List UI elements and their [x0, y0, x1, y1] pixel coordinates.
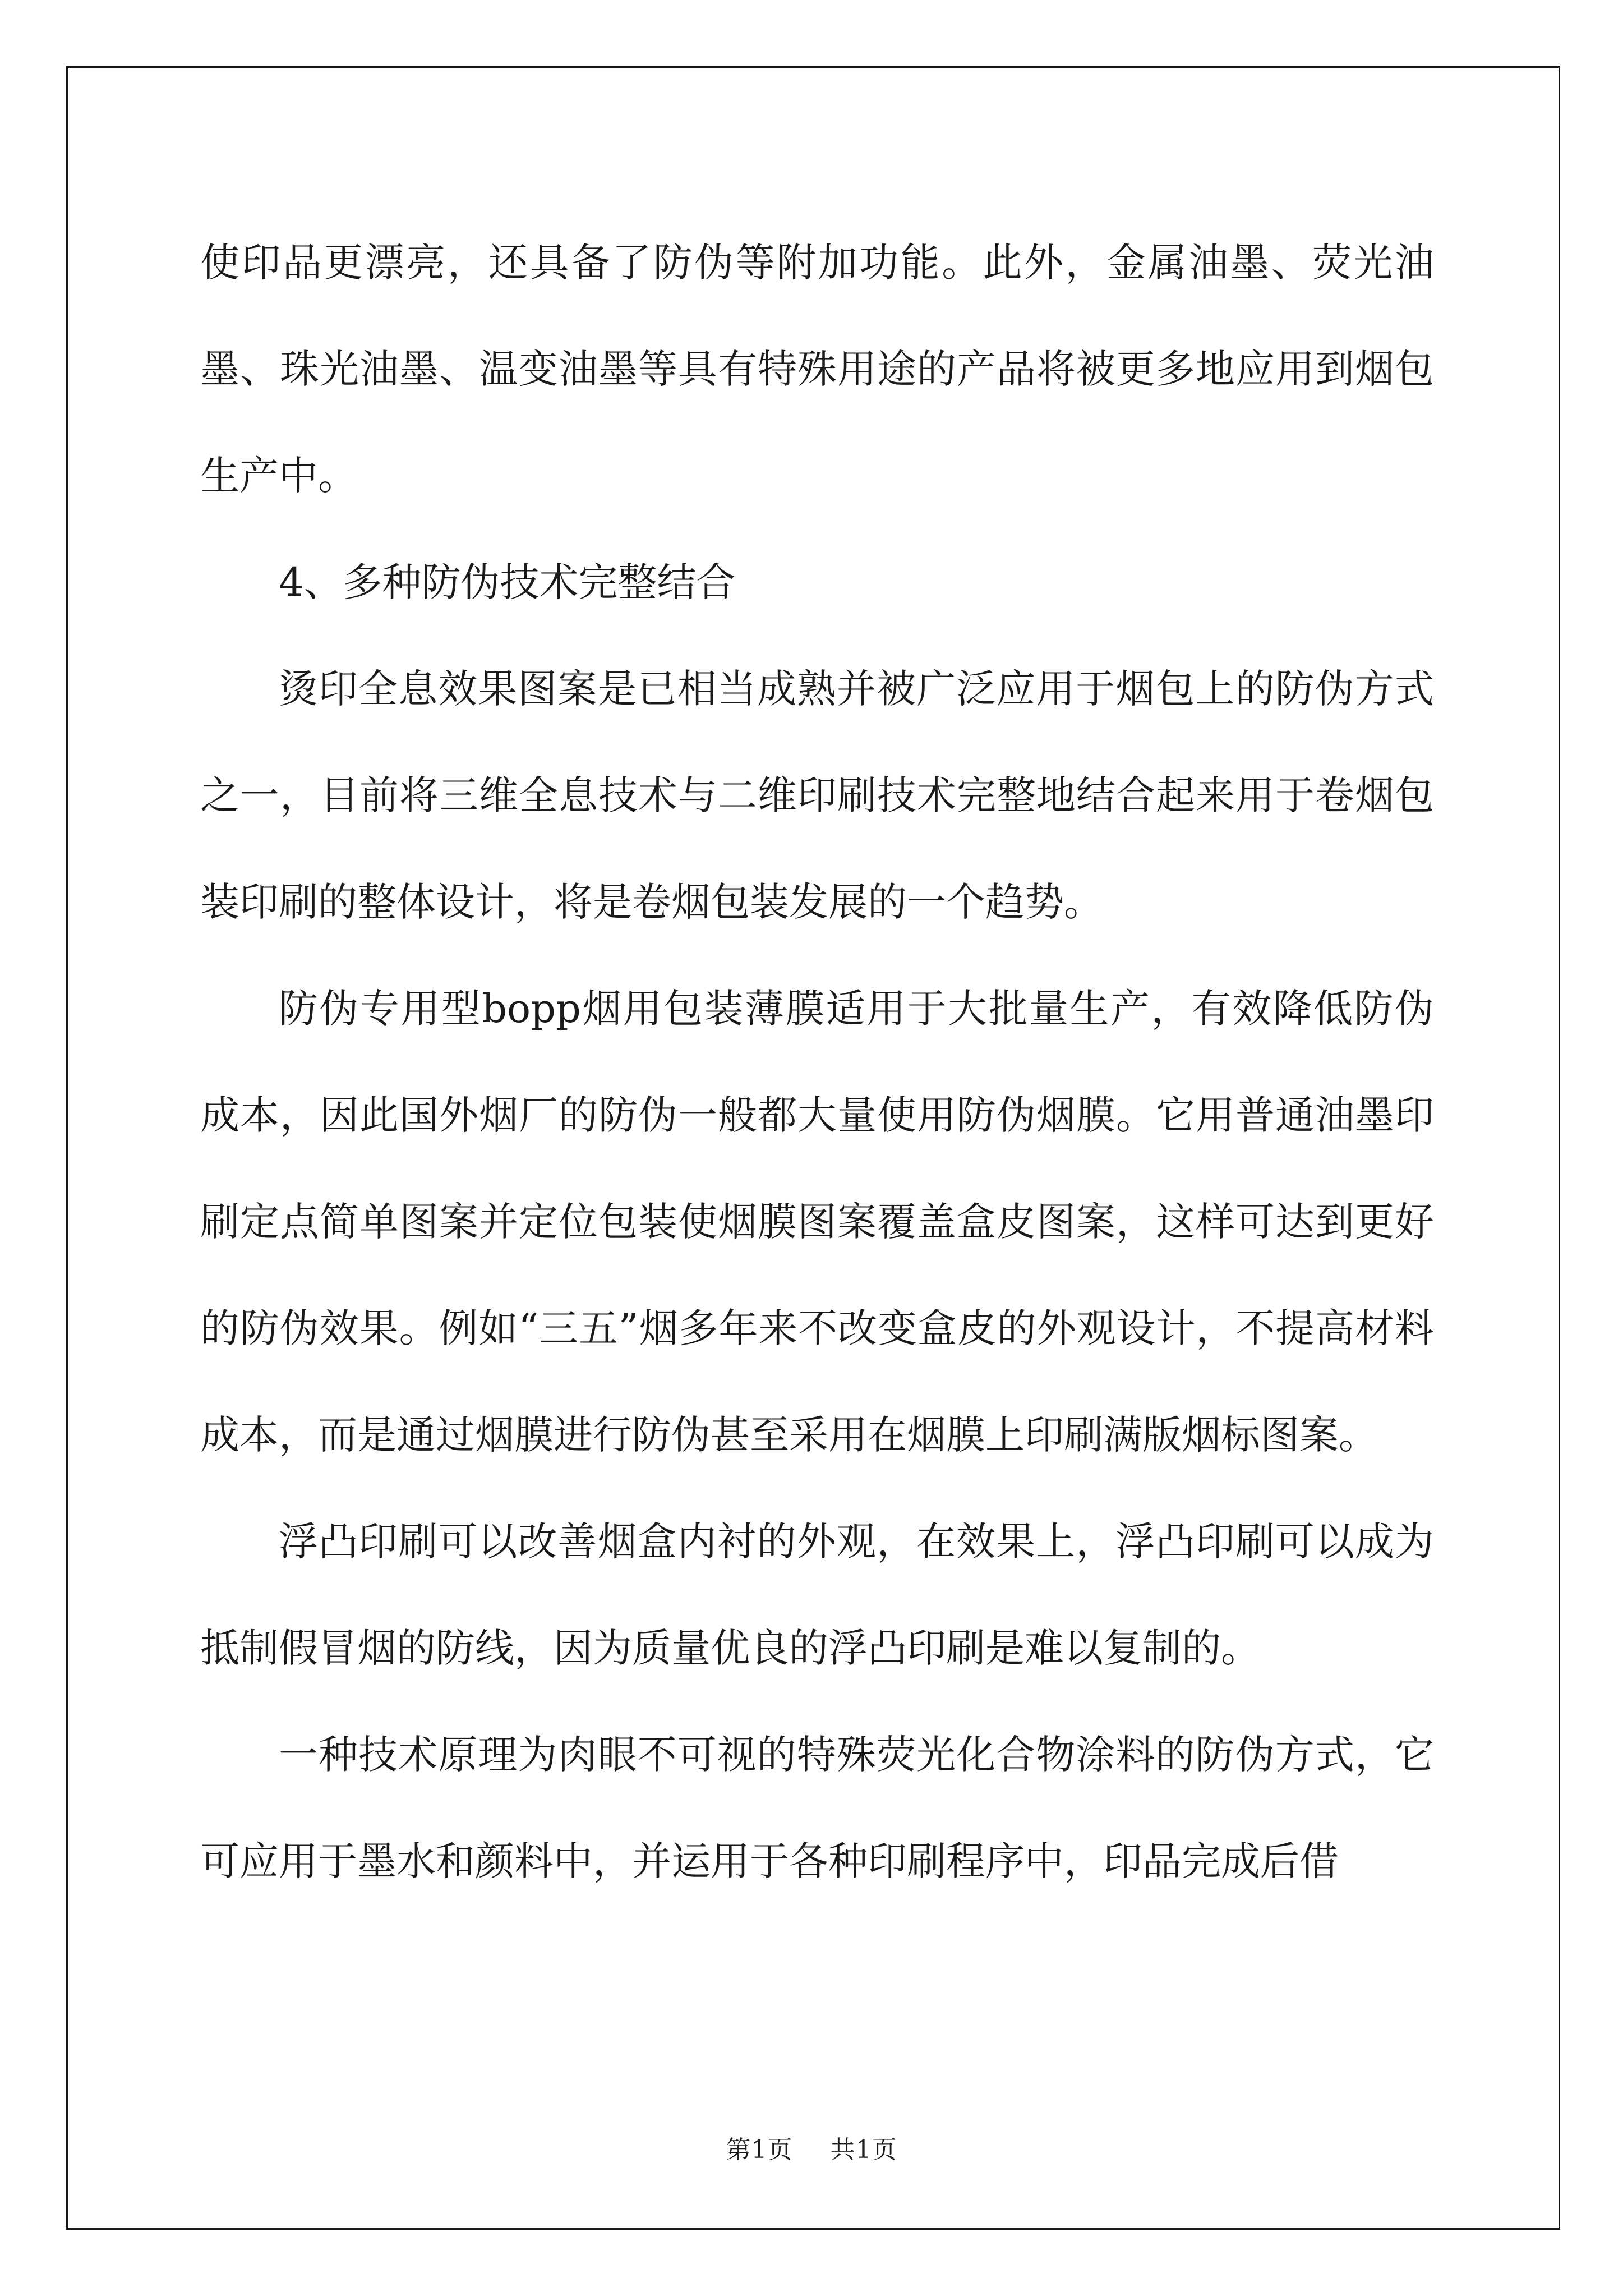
- paragraph-1: 使印品更漂亮，还具备了防伪等附加功能。此外，金属油墨、荧光油墨、珠光油墨、温变油墨等具有特殊用途的产品将被更多地应用到烟包生产中。: [200, 240, 1434, 499]
- paragraph-3: 防伪专用型bopp烟用包装薄膜适用于大批量生产，有效降低防伪成本，因此国外烟厂的防伪一般都大量使用防伪烟膜。它用普通油墨印刷定点简单图案并定位包装使烟膜图案覆盖盒皮图案，这样可达到更好的防伪效果。例如“三五”烟多年来不改变盒皮的外观设计，不提高材料成本，而是通过烟膜进行防伪甚至采用在烟膜上印刷满版烟标图案。: [200, 986, 1434, 1458]
- page-total: 共1页: [830, 2136, 897, 2164]
- paragraph-4: 浮凸印刷可以改善烟盒内衬的外观，在效果上，浮凸印刷可以成为抵制假冒烟的防线，因为质量优良的浮凸印刷是难以复制的。: [200, 1519, 1434, 1671]
- page-number: 第1页: [726, 2136, 793, 2164]
- paragraph-5: 一种技术原理为肉眼不可视的特殊荧光化合物涂料的防伪方式，它可应用于墨水和颜料中，并运用于各种印刷程序中，印品完成后借: [200, 1732, 1434, 1884]
- page-footer: [0, 2133, 1623, 2167]
- paragraph-2: 烫印全息效果图案是已相当成熟并被广泛应用于烟包上的防伪方式之一，目前将三维全息技术与二维印刷技术完整地结合起来用于卷烟包装印刷的整体设计，将是卷烟包装发展的一个趋势。: [200, 666, 1434, 925]
- section-heading: 4、多种防伪技术完整结合: [279, 559, 736, 605]
- document-body: [200, 209, 1434, 1915]
